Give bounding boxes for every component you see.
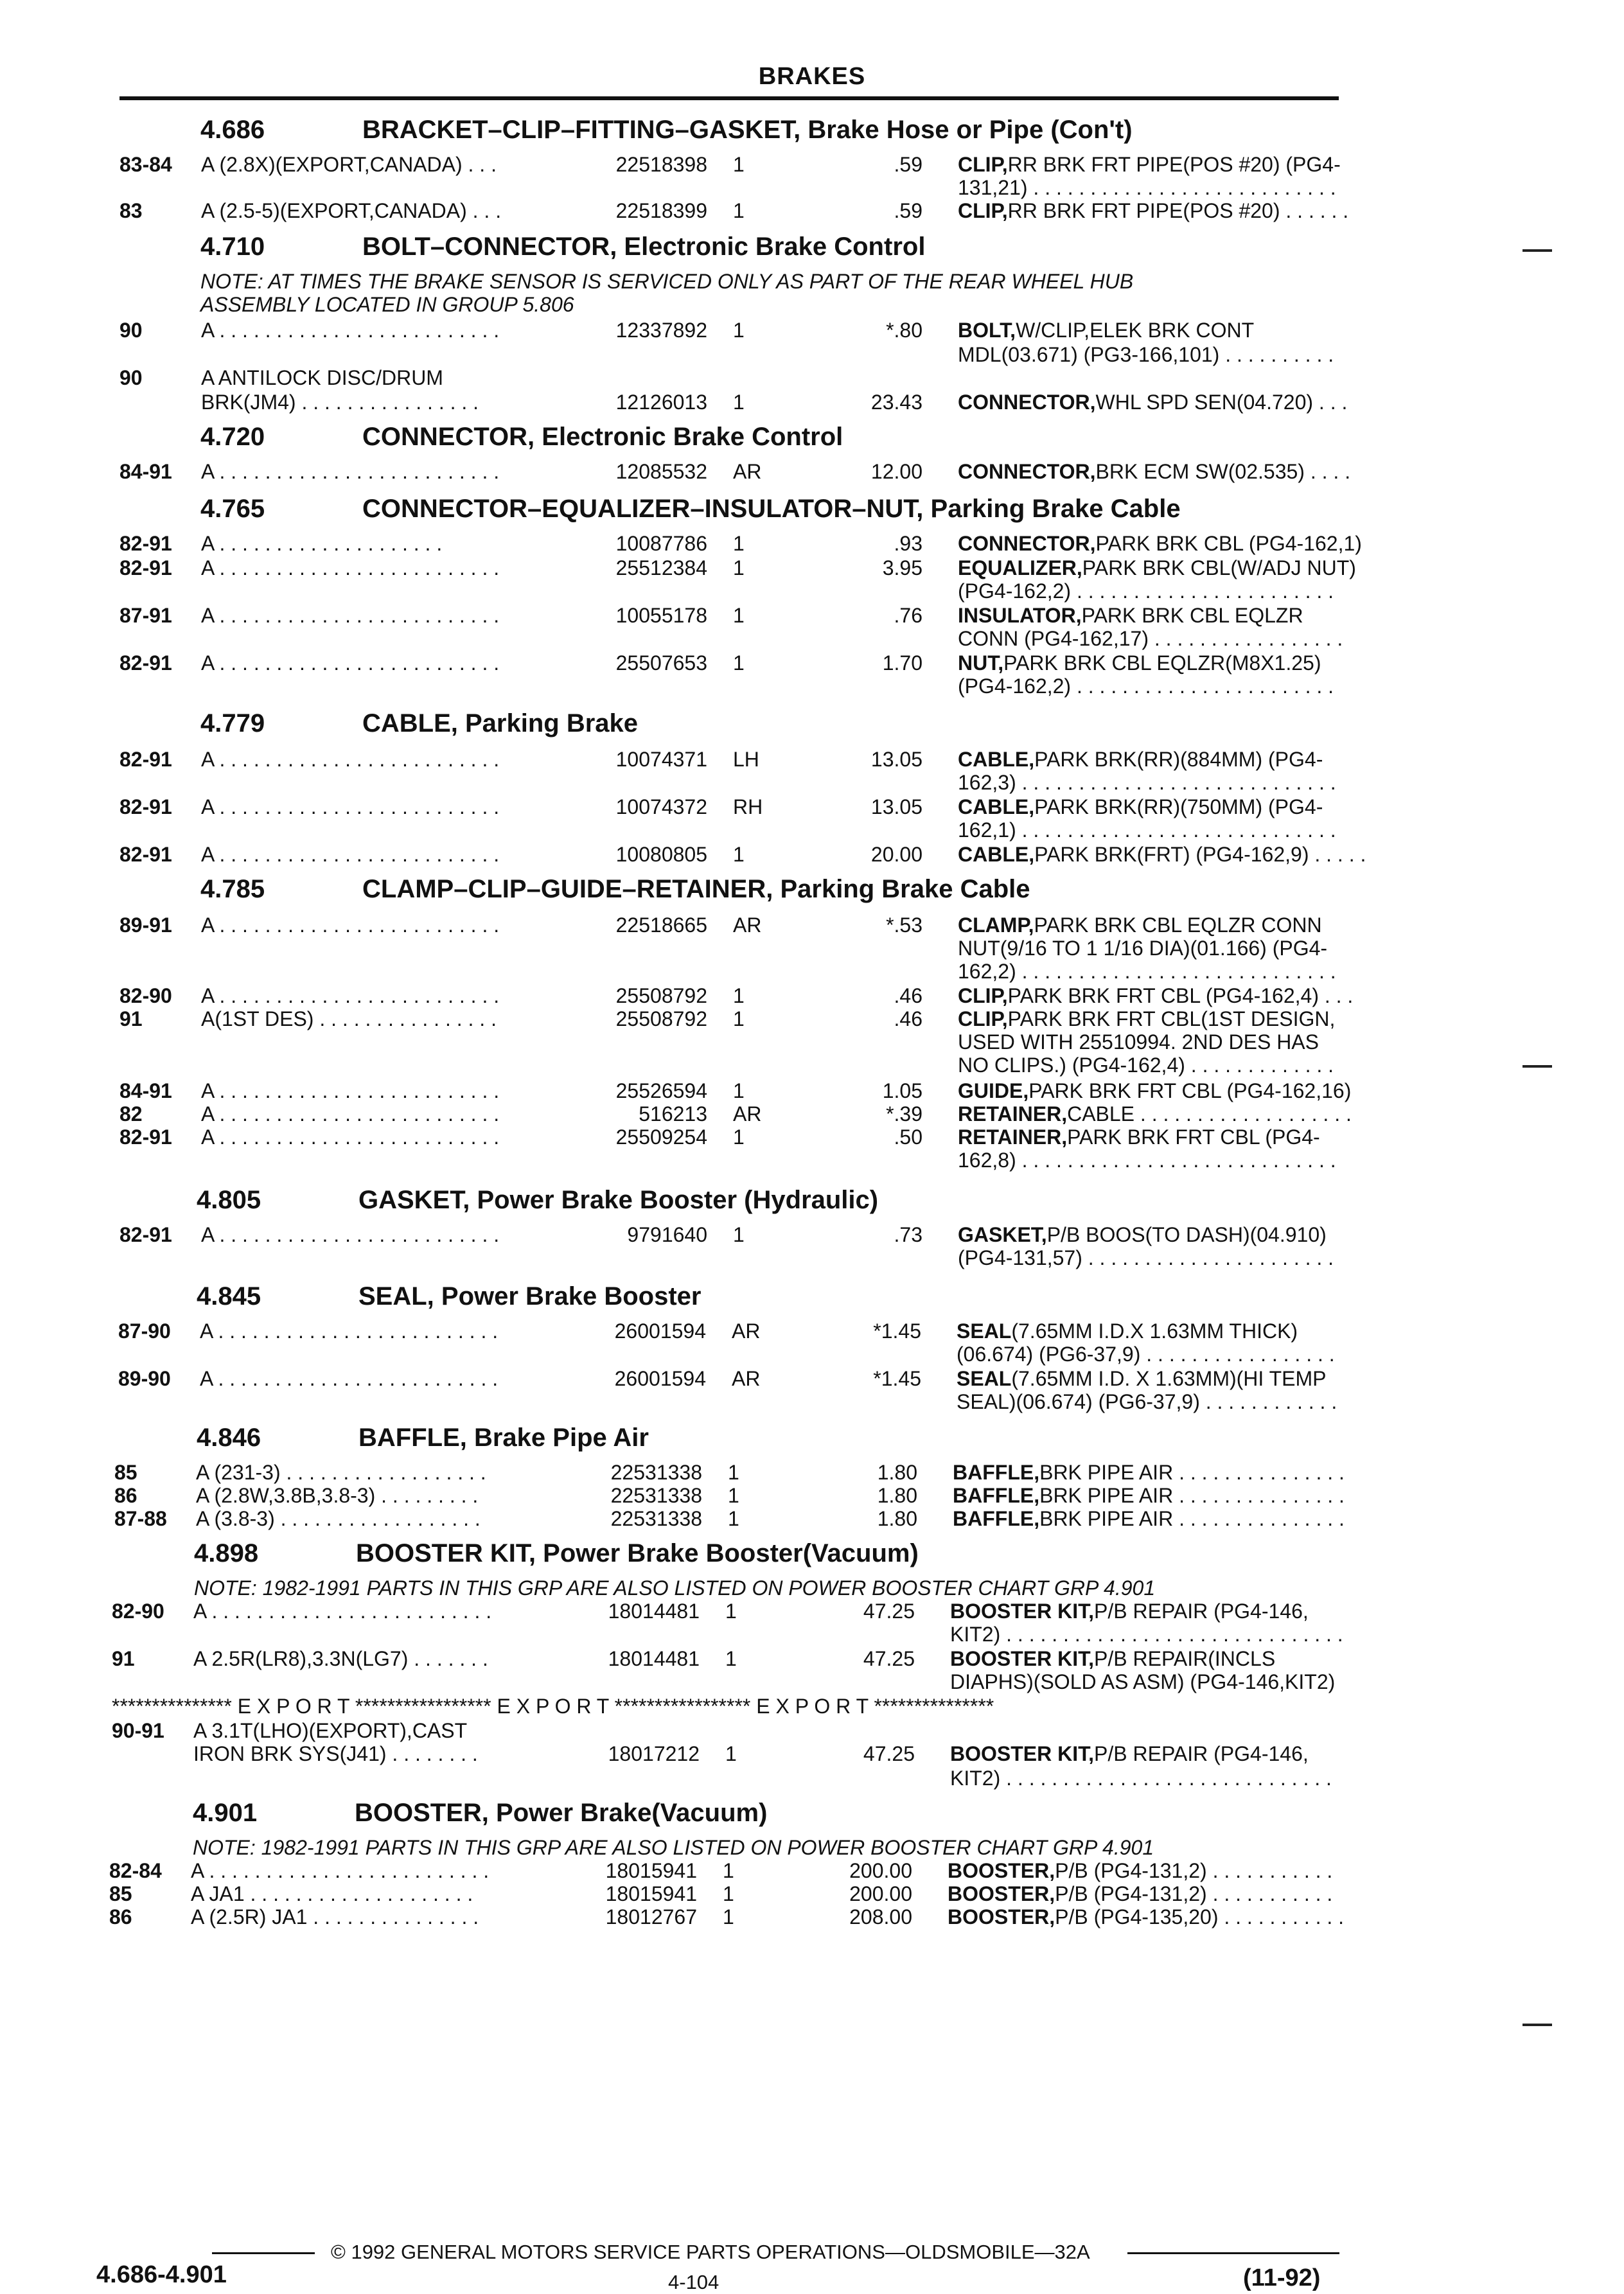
note-text: NOTE: AT TIMES THE BRAKE SENSOR IS SERVICED ONLY AS PART OF THE REAR WHEEL HUB <box>200 270 1134 293</box>
revision-date: (11-92) <box>1243 2264 1321 2291</box>
page-number: 4-104 <box>668 2271 719 2293</box>
margin-mark <box>1522 1065 1552 1068</box>
note-text: NOTE: 1982-1991 PARTS IN THIS GRP ARE ALSO LISTED ON POWER BOOSTER CHART GRP 4.901 <box>194 1576 1156 1600</box>
export-banner: *************** E X P O R T ***************** E X P O R T ***************** E X P O R T *************** <box>112 1695 994 1718</box>
section-range: 4.686-4.901 <box>96 2261 227 2288</box>
copyright-line: © 1992 GENERAL MOTORS SERVICE PARTS OPERATIONS—OLDSMOBILE—32A <box>331 2241 1090 2263</box>
header-rule <box>119 96 1339 100</box>
catalog-page: BRAKES 4.686 BRACKET–CLIP–FITTING–GASKET, Brake Hose or Pipe (Con't) 83-84 A (2.8X)(EXPORT,CANADA) . . . 22518398 1 .59 CLIP, RR BRK FRT PIPE(POS #20) (PG4- 131,21) . . . . . . . . . . . . . . . . . . . . . . . . . . . 83 A (2.5-5)(EXPORT,CANADA) . . . 22518399 1 .59 CLIP, RR BRK FRT PIPE(POS #20) . . . . . . 4.710 BOLT–CONNECTOR, Electronic Brake Control NOTE: AT TIMES THE BRAKE SENSOR IS SERVICED ONLY AS PART OF THE REAR WHEEL HUB ASSEMBLY LOCATED IN GROUP 5.806 90 A . . . . . . . . . . . . . . . . . . . . . . . . . 12337892 1 *.80 BOLT, W/CLIP,ELEK BRK CONT MDL(03.671) (PG3-166,101) . . . . . . . . . . 90 A ANTILOCK DISC/DRUM BRK(JM4) . . . . . . . . . . . . . . . . 12126013 1 23.43 CONNECTOR, WHL SPD SEN(04.720) . . . 4.720 CONNECTOR, Electronic Brake Control 84-91 A . . . . . . . . . . . . . . . . . . . . . . . . . 12085532 AR 12.00 CONNECTOR, BRK ECM SW(02.535) . . . . 4.765 CONNECTOR–EQUALIZER–INSULATOR–NUT, Parking Brake Cable 82-91 A . . . . . . . . . . . . . . . . . . . . 10087786 1 .93 CONNECTOR, PARK BRK CBL (PG4-162,1) 82-91 A . . . . . . . . . . . . . . . . . . . . . . . . . 25512384 1 3.95 EQUALIZER, PARK BRK CBL(W/ADJ NUT) (PG4-162,2) . . . . . . . . . . . . . . . . . . . . . . . 87-91 A . . . . . . . . . . . . . . . . . . . . . . . . . 10055178 1 .76 INSULATOR, PARK BRK CBL EQLZR CONN (PG4-162,17) . . . . . . . . . . . . . . . . . 82-91 A . . . . . . . . . . . . . . . . . . . . . . . . . 25507653 1 1.70 NUT, PARK BRK CBL EQLZR(M8X1.25) (PG4-162,2) . . . . . . . . . . . . . . . . . . . . . . . 4.779 CABLE, Parking Brake 82-91 A . . . . . . . . . . . . . . . . . . . . . . . . . 10074371 LH 13.05 CABLE, PARK BRK(RR)(884MM) (PG4- 162,3) . . . . . . . . . . . . . . . . . . . . . . . . . . . . 82-91 A . . . . . . . . . . . . . . . . . . . . . . . . . 10074372 RH 13.05 CABLE, PARK BRK(RR)(750MM) (PG4- 162,1) . . . . . . . . . . . . . . . . . . . . . . . . . . . . 82-91 A . . . . . . . . . . . . . . . . . . . . . . . . . 10080805 1 20.00 CABLE, PARK BRK(FRT) (PG4-162,9) . . . . . 4.785 CLAMP–CLIP–GUIDE–RETAINER, Parking Brake Cable 89-91 A . . . . . . . . . . . . . . . . . . . . . . . . . 22518665 AR *.53 CLAMP, PARK BRK CBL EQLZR CONN NUT(9/16 TO 1 1/16 DIA)(01.166) (PG4- 162,2) . . . . . . . . . . . . . . . . . . . . . . . . . . . . 82-90 A . . . . . . . . . . . . . . . . . . . . . . . . . 25508792 1 .46 CLIP, PARK BRK FRT CBL (PG4-162,4) . . . 91 A(1ST DES) . . . . . . . . . . . . . . . . 25508792 1 .46 CLIP, PARK BRK FRT CBL(1ST DESIGN, USED WITH 25510994. 2ND DES HAS NO CLIPS.) (PG4-162,4) . . . . . . . . . . . . . 84-91 A . . . . . . . . . . . . . . . . . . . . . . . . . 25526594 1 1.05 GUIDE, PARK BRK FRT CBL (PG4-162,16) 82 A . . . . . . . . . . . . . . . . . . . . . . . . . 516213 AR *.39 RETAINER, CABLE . . . . . . . . . . . . . . . . . . . 82-91 A . . . . . . . . . . . . . . . . . . . . . . . . . 25509254 1 .50 RETAINER, PARK BRK FRT CBL (PG4- 162,8) . . . . . . . . . . . . . . . . . . . . . . . . . . . . 4.805 GASKET, Power Brake Booster (Hydraulic) 82-91 A . . . . . . . . . . . . . . . . . . . . . . . . . 9791640 1 .73 GASKET, P/B BOOS(TO DASH)(04.910) (PG4-131,57) . . . . . . . . . . . . . . . . . . . . . . 4.845 SEAL, Power Brake Booster 87-90 A . . . . . . . . . . . . . . . . . . . . . . . . . 26001594 AR *1.45 SEAL (7.65MM I.D.X 1.63MM THICK) (06.674) (PG6-37,9) . . . . . . . . . . . . . . . . . 89-90 A . . . . . . . . . . . . . . . . . . . . . . . . . 26001594 AR *1.45 SEAL (7.65MM I.D. X 1.63MM)(HI TEMP SEAL)(06.674) (PG6-37,9) . . . . . . . . . . . . 4.846 BAFFLE, Brake Pipe Air 85 A (231-3) . . . . . . . . . . . . . . . . . . 22531338 1 1.80 BAFFLE, BRK PIPE AIR . . . . . . . . . . . . . . . 86 A (2.8W,3.8B,3.8-3) . . . . . . . . . 22531338 1 1.80 BAFFLE, BRK PIPE AIR . . . . . . . . . . . . . . . 87-88 A (3.8-3) . . . . . . . . . . . . . . . . . . 22531338 1 1.80 BAFFLE, BRK PIPE AIR . . . . . . . . . . . . . . . 4.898 BOOSTER KIT, Power Brake Booster(Vacuum) NOTE: 1982-1991 PARTS IN THIS GRP ARE ALSO LISTED ON POWER BOOSTER CHART GRP 4.901 82-90 A . . . . . . . . . . . . . . . . . . . . . . . . . 18014481 1 47.25 BOOSTER KIT, P/B REPAIR (PG4-146, KIT2) . . . . . . . . . . . . . . . . . . . . . . . . . . . . . . 91 A 2.5R(LR8),3.3N(LG7) . . . . . . . 18014481 1 47.25 BOOSTER KIT, P/B REPAIR(INCLS DIAPHS)(SOLD AS ASM) (PG4-146,KIT2) *************** E X P O R T ***************** E X P O R T ***************** E X P O R T *************** 90-91 A 3.1T(LHO)(EXPORT),CAST IRON BRK SYS(J41) . . . . . . . . 18017212 1 47.25 BOOSTER KIT, P/B REPAIR (PG4-146, KIT2) . . . . . . . . . . . . . . . . . . . . . . . . . . . . . 4.901 BOOSTER, Power Brake(Vacuum) NOTE: 1982-1991 PARTS IN THIS GRP ARE ALSO LISTED ON POWER BOOSTER CHART GRP 4.901 82-84 A . . . . . . . . . . . . . . . . . . . . . . . . . 18015941 1 200.00 BOOSTER, P/B (PG4-131,2) . . . . . . . . . . . 85 A JA1 . . . . . . . . . . . . . . . . . . . . 18015941 1 200.00 BOOSTER, P/B (PG4-131,2) . . . . . . . . . . . 86 A (2.5R) JA1 . . . . . . . . . . . . . . . 18012767 1 208.00 BOOSTER, P/B (PG4-135,20) . . . . . . . . . . . © 1992 GENERAL MOTORS SERVICE PARTS OPERATIONS—OLDSMOBILE—32A 4.686-4.901 4-104 (11-92) <box>0 0 1624 2261</box>
note-text: ASSEMBLY LOCATED IN GROUP 5.806 <box>200 293 574 316</box>
margin-mark <box>1522 2024 1552 2026</box>
note-text: NOTE: 1982-1991 PARTS IN THIS GRP ARE ALSO LISTED ON POWER BOOSTER CHART GRP 4.901 <box>193 1836 1154 1859</box>
margin-mark <box>1522 249 1552 252</box>
page-header: BRAKES <box>758 63 866 90</box>
footer-rule <box>212 2252 315 2254</box>
footer-rule <box>1127 2252 1339 2254</box>
